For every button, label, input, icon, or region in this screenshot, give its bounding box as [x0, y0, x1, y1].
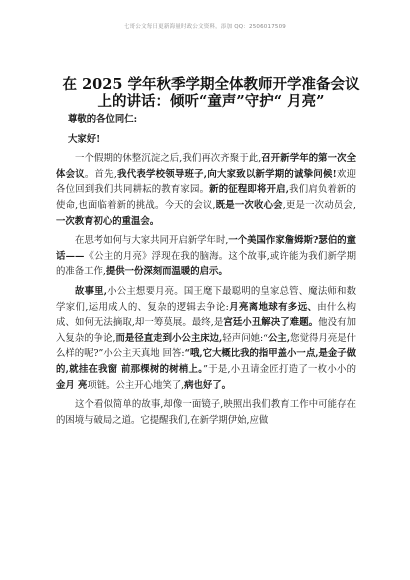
text-run: 这个看似简单的故事,却像一面镜子,映照出我们教育工作中可能存在的困境与破局之道。它提醒我们,在新学期伊始,应做	[56, 399, 356, 426]
text-run: 小公主想要月亮。国王麾下最聪明的皇家总管、魔法师和数学家们,运用成人的、复杂的逻辑去争论:	[56, 285, 356, 313]
salutation-greeting: 大家好!	[68, 133, 101, 145]
paragraph-3	[56, 284, 356, 393]
text-run-bold: 故事里,	[75, 285, 107, 297]
text-run: 《公主的月亮》浮现在我的脑海。这个故事,或许能为我们新学期的准备工作,	[56, 250, 356, 278]
paragraph-2	[56, 233, 356, 280]
text-run: 在思考如何与大家共同开启新学年时,	[75, 235, 229, 247]
text-run-bold: 我代表学校领导班子,向大家致以新学期的诚挚问候!	[116, 168, 337, 180]
text-run-bold: 一个美国作家詹姆斯?瑟伯的童话——	[56, 235, 356, 262]
text-run-bold: 月亮离地球有多远、	[228, 301, 318, 313]
paragraph-1	[56, 151, 356, 229]
text-run: 您觉得月亮是什么样的呢?”小公主天真地 回答:	[56, 332, 357, 360]
text-run: 。首先,	[84, 168, 117, 180]
text-run: 他没有加入复杂的争论,	[56, 317, 356, 344]
text-run-bold: 既是一次收心会	[215, 199, 283, 211]
text-run: ,更是一次动员会,	[282, 199, 356, 211]
text-run-bold: 而是径直走到小公主床边,	[115, 332, 223, 344]
paragraph-4	[56, 397, 356, 428]
text-run: 欢迎各位回到我们共同耕耘的教育家园。	[56, 168, 356, 196]
text-run: 一个假期的休整沉淀之后,我们再次齐聚于此,	[75, 153, 262, 165]
text-run-bold: 金月 亮	[56, 379, 88, 391]
text-run-bold: “哦,它大概比我的指甲盖小一点,是金子做的,就挂在我窗 前那棵树的树梢上。	[56, 348, 356, 375]
text-run-bold: 一次教育初心的重温会。	[56, 215, 160, 227]
text-run-bold: 新的征程即将开启,	[209, 184, 289, 196]
text-run: ”于是,小丑请金匠打造了一枚小小的	[203, 363, 356, 375]
text-run-bold: 宫廷小丑解决了难题。	[223, 317, 319, 329]
text-run: 由什么构成、如何无法摘取,却一筹莫展。最终,是	[56, 301, 356, 329]
salutation-colleagues: 尊敬的各位同仁:	[68, 114, 138, 125]
watermark-text: 七哥公文每日更新海量时政公文资料，添加 QQ：2506017509	[123, 24, 286, 30]
text-run-bold: 病也好了。	[184, 379, 232, 391]
text-run: 轻声问她:“	[222, 332, 268, 344]
text-run-bold: 召开新学年的第一次全体会议	[56, 153, 356, 180]
text-run-bold: 公主,	[267, 332, 291, 344]
text-run-bold: 提供一份深刻而温暖的启示。	[105, 266, 228, 278]
document-body	[56, 112, 356, 432]
text-run: 我们肩负着新的使命,也面临着新的挑战。今天的会议,	[56, 184, 356, 211]
document-title: 在 2025 学年秋季学期全体教师开学准备会议 上的讲话：倾听“童声”守护“ 月亮”	[62, 76, 360, 110]
text-run: 项链。公主开心地笑了,	[87, 379, 185, 391]
